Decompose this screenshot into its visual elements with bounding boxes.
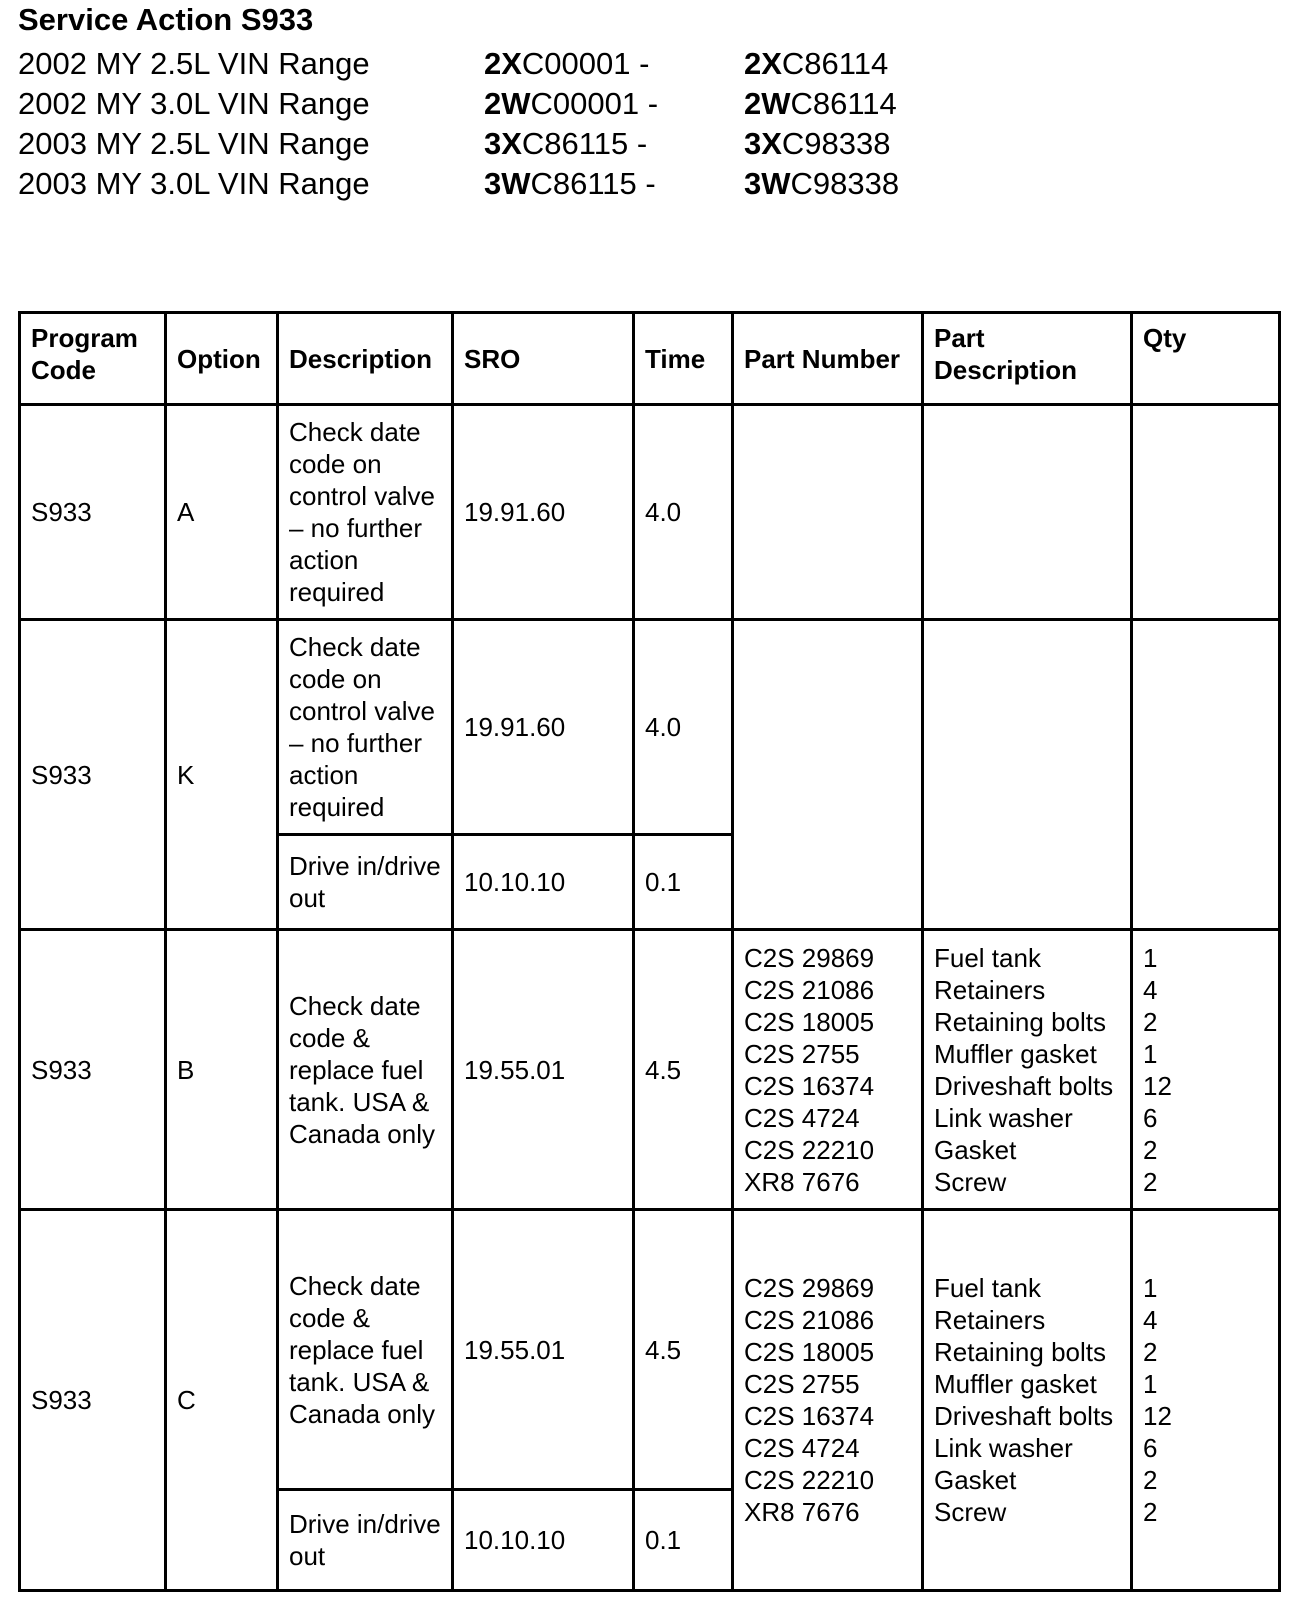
part-number: C2S 2755 xyxy=(744,1038,860,1069)
part-qty: 1 xyxy=(1143,1369,1158,1399)
sro-cell: 19.91.60 xyxy=(453,620,634,835)
part-description: Muffler gasket xyxy=(934,1038,1097,1069)
part-number: C2S 2755 xyxy=(744,1369,860,1399)
part-number: C2S 29869 xyxy=(744,1273,875,1303)
page-title: Service Action S933 xyxy=(18,2,314,37)
column-header-description: Description xyxy=(278,313,453,405)
part-description: Link washer xyxy=(934,1102,1073,1133)
part-qty: 6 xyxy=(1143,1102,1158,1133)
qty-cell xyxy=(1132,930,1280,1210)
vin-range-end: 2WC86114 xyxy=(744,86,897,121)
vin-range-start: 3WC86115 - xyxy=(484,166,656,201)
qty-cell xyxy=(1132,620,1280,930)
part-description: Screw xyxy=(934,1497,1007,1527)
sro-cell: 10.10.10 xyxy=(453,1490,634,1591)
option-cell: C xyxy=(166,1210,278,1591)
vin-range-row xyxy=(18,124,1018,164)
vin-range-label: 2003 MY 3.0L VIN Range xyxy=(18,166,370,201)
part-number: C2S 16374 xyxy=(744,1070,875,1101)
part-description: Driveshaft bolts xyxy=(934,1401,1114,1431)
description-cell: Check date code on control valve – no further action required xyxy=(278,405,453,620)
vin-range-row xyxy=(18,84,1018,124)
part-qty: 6 xyxy=(1143,1433,1158,1463)
time-cell: 0.1 xyxy=(634,835,733,930)
vin-range-label: 2002 MY 3.0L VIN Range xyxy=(18,86,370,121)
vin-range-start: 2WC00001 - xyxy=(484,86,659,121)
vin-range-row xyxy=(18,44,1018,84)
part-description: Retaining bolts xyxy=(934,1337,1106,1367)
column-header-time: Time xyxy=(634,313,733,405)
part-number: C2S 18005 xyxy=(744,1337,875,1367)
table-row-option-c xyxy=(20,1210,1280,1490)
option-cell: K xyxy=(166,620,278,930)
vin-range-start: 2XC00001 - xyxy=(484,46,650,81)
part-number: C2S 21086 xyxy=(744,974,875,1005)
sro-cell: 19.55.01 xyxy=(453,1210,634,1490)
part-number: C2S 29869 xyxy=(744,942,875,973)
part-number: C2S 18005 xyxy=(744,1006,875,1037)
description-cell: Drive in/drive out xyxy=(278,1490,453,1591)
part-qty: 2 xyxy=(1143,1134,1158,1165)
option-cell: B xyxy=(166,930,278,1210)
option-cell: A xyxy=(166,405,278,620)
part-qty: 4 xyxy=(1143,974,1158,1005)
vin-range-start: 3XC86115 - xyxy=(484,126,648,161)
part-number: C2S 22210 xyxy=(744,1465,875,1495)
part-qty: 1 xyxy=(1143,1273,1158,1303)
part-number: C2S 4724 xyxy=(744,1102,860,1133)
description-cell: Check date code on control valve – no further action required xyxy=(278,620,453,835)
vin-range-end: 3WC98338 xyxy=(744,166,900,201)
vin-range-end: 3XC98338 xyxy=(744,126,891,161)
sro-cell: 19.55.01 xyxy=(453,930,634,1210)
part-description: Gasket xyxy=(934,1465,1017,1495)
vin-range-label: 2002 MY 2.5L VIN Range xyxy=(18,46,370,81)
description-cell: Check date code & replace fuel tank. USA & Canada only xyxy=(278,1210,453,1490)
service-action-table xyxy=(18,311,1281,1592)
part-number: C2S 16374 xyxy=(744,1401,875,1431)
vin-range-end: 2XC86114 xyxy=(744,46,889,81)
time-cell: 4.0 xyxy=(634,620,733,835)
description-cell: Drive in/drive out xyxy=(278,835,453,930)
part-description-cell xyxy=(923,1210,1132,1591)
column-header-option: Option xyxy=(166,313,278,405)
program-code-cell: S933 xyxy=(20,405,166,620)
part-description: Link washer xyxy=(934,1433,1073,1463)
column-header-program-code: Program Code xyxy=(20,313,166,405)
column-header-qty: Qty xyxy=(1132,313,1280,405)
part-description: Retainers xyxy=(934,1305,1046,1335)
part-qty: 2 xyxy=(1143,1465,1158,1495)
table-row-option-b xyxy=(20,930,1280,1210)
time-cell: 4.0 xyxy=(634,405,733,620)
part-description: Gasket xyxy=(934,1134,1017,1165)
sro-cell: 10.10.10 xyxy=(453,835,634,930)
part-qty: 4 xyxy=(1143,1305,1158,1335)
part-number: XR8 7676 xyxy=(744,1497,860,1527)
part-number-cell xyxy=(733,1210,923,1591)
sro-cell: 19.91.60 xyxy=(453,405,634,620)
time-cell: 4.5 xyxy=(634,1210,733,1490)
part-number-cell xyxy=(733,620,923,930)
part-qty: 2 xyxy=(1143,1337,1158,1367)
program-code-cell: S933 xyxy=(20,930,166,1210)
part-qty: 2 xyxy=(1143,1006,1158,1037)
part-number: C2S 21086 xyxy=(744,1305,875,1335)
part-description: Driveshaft bolts xyxy=(934,1070,1114,1101)
part-qty: 1 xyxy=(1143,942,1158,973)
table-header-row xyxy=(20,313,1280,405)
part-number: XR8 7676 xyxy=(744,1166,860,1197)
part-description-cell xyxy=(923,930,1132,1210)
program-code-cell: S933 xyxy=(20,1210,166,1591)
part-number: C2S 22210 xyxy=(744,1134,875,1165)
part-description: Fuel tank xyxy=(934,1273,1041,1303)
part-description: Fuel tank xyxy=(934,942,1041,973)
program-code-cell: S933 xyxy=(20,620,166,930)
vin-range-row xyxy=(18,164,1018,204)
part-description-cell xyxy=(923,620,1132,930)
part-qty: 12 xyxy=(1143,1070,1172,1101)
column-header-part-description: Part Description xyxy=(923,313,1132,405)
time-cell: 0.1 xyxy=(634,1490,733,1591)
part-description: Muffler gasket xyxy=(934,1369,1097,1399)
part-qty: 12 xyxy=(1143,1401,1172,1431)
part-number-cell xyxy=(733,405,923,620)
part-number-cell xyxy=(733,930,923,1210)
part-description: Retaining bolts xyxy=(934,1006,1106,1037)
part-description: Screw xyxy=(934,1166,1007,1197)
vin-range-label: 2003 MY 2.5L VIN Range xyxy=(18,126,370,161)
vin-range-list xyxy=(18,44,1018,204)
description-cell: Check date code & replace fuel tank. USA & Canada only xyxy=(278,930,453,1210)
part-qty: 2 xyxy=(1143,1497,1158,1527)
table-row-option-k xyxy=(20,620,1280,835)
qty-cell xyxy=(1132,1210,1280,1591)
qty-cell xyxy=(1132,405,1280,620)
column-header-sro: SRO xyxy=(453,313,634,405)
time-cell: 4.5 xyxy=(634,930,733,1210)
part-number: C2S 4724 xyxy=(744,1433,860,1463)
part-qty: 2 xyxy=(1143,1166,1158,1197)
table-row-option-a xyxy=(20,405,1280,620)
part-qty: 1 xyxy=(1143,1038,1158,1069)
part-description: Retainers xyxy=(934,974,1046,1005)
part-description-cell xyxy=(923,405,1132,620)
column-header-part-number: Part Number xyxy=(733,313,923,405)
